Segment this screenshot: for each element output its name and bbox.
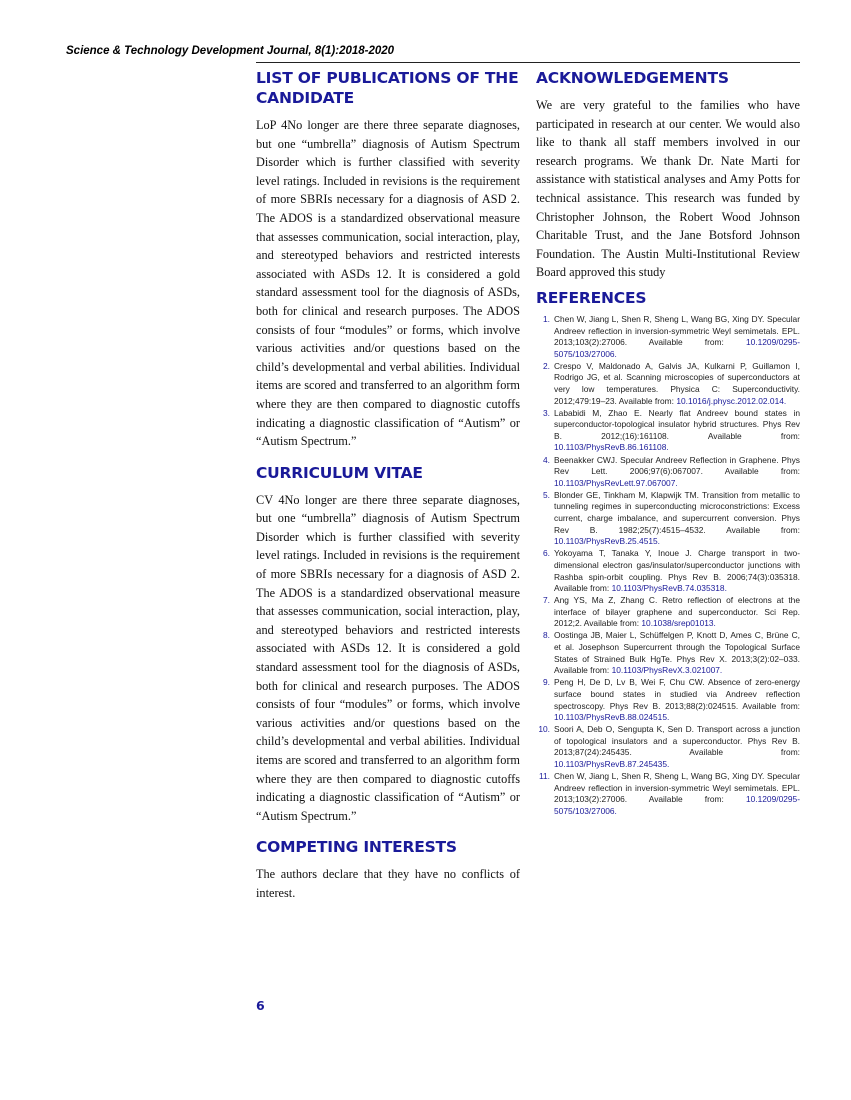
right-column	[536, 68, 800, 818]
reference-doi-link[interactable]: 10.1103/PhysRevX.3.021007.	[611, 665, 723, 676]
publications-heading: LIST OF PUBLICATIONS OF THE CANDIDATE	[256, 69, 519, 107]
page-number: 6	[256, 998, 265, 1013]
reference-number: 9.	[543, 677, 550, 688]
reference-item	[536, 548, 800, 594]
reference-text: Crespo V, Maldonado A, Galvis JA, Kulkarni P, Guillamon I, Rodrigo JG, et al. Scanning microscopies of superconductors at very low temperatures. Physica C: Superconductivity. 2012;479:19–23. Available from:	[554, 360, 800, 406]
reference-doi-link[interactable]: 10.1103/PhysRevB.88.024515.	[554, 712, 670, 723]
reference-item	[536, 490, 800, 548]
reference-item	[536, 677, 800, 723]
reference-item	[536, 724, 800, 770]
reference-number: 5.	[543, 489, 550, 500]
reference-item	[536, 595, 800, 630]
reference-item	[536, 630, 800, 676]
reference-number: 11.	[538, 771, 550, 782]
reference-text: Beenakker CWJ. Specular Andreev Reflection in Graphene. Phys Rev Lett. 2006;97(6):067007. Available from:	[554, 454, 800, 477]
competing-interests-body: The authors declare that they have no conflicts of interest.	[256, 867, 520, 900]
reference-doi-link[interactable]: 10.1103/PhysRevB.74.035318.	[611, 583, 727, 594]
reference-text: Yokoyama T, Tanaka Y, Inoue J. Charge transport in two-dimensional electron gas/insulator/superconductor junctions with Rashba spin-orbit coupling. Phys Rev B. 2006;74(3):035318. Available from:	[554, 548, 800, 594]
competing-interests-heading: COMPETING INTERESTS	[256, 838, 457, 857]
reference-number: 2.	[543, 360, 550, 371]
reference-text: Blonder GE, Tinkham M, Klapwijk TM. Transition from metallic to tunneling regimes in superconducting microconstrictions: Excess current, charge imbalance, and supercurrent conversion. Phys Rev B. 1982;25(7):4515–4532. Available from:	[554, 489, 800, 535]
journal-header: Science & Technology Development Journal, 8(1):2018-2020	[66, 45, 395, 57]
reference-number: 7.	[543, 595, 550, 606]
reference-doi-link[interactable]: 10.1209/0295-5075/103/27006.	[554, 337, 800, 359]
header-rule	[256, 62, 800, 63]
reference-text: Oostinga JB, Maier L, Schüffelgen P, Knott D, Ames C, Brüne C, et al. Josephson Supercurrent through the Topological Surface States of Strained Bulk HgTe. Phys Rev X. 2013;3(2):02–033. Available from:	[554, 630, 800, 676]
reference-number: 6.	[543, 548, 550, 559]
reference-number: 10.	[538, 724, 550, 735]
reference-number: 1.	[543, 313, 550, 324]
cv-body: CV 4No longer are there three separate diagnoses, but one “umbrella” diagnosis of Autism Spectrum Disorder which is further classified with severity level ratings. Included in revisions is the requirement of more SBRIs necessary for a diagnosis of ASD 2. The ADOS is a standardized observational measure that assesses communication, social interaction, play, and stereotyped behaviors and restricted interests associated with ASDs 12. It is considered a gold standard assessment tool for the diagnosis of ASDs, both for clinical and research purposes. The ADOS consists of four “modules” or forms, which involve various activities and/or questions based on the child’s developmental and verbal abilities. Individual items are scored and transferred to an algorithm form where they are then compared to diagnostic cutoffs indicating a diagnostic classification of “Autism” or “Autism Spectrum.”	[256, 492, 520, 823]
references-heading: REFERENCES	[536, 288, 647, 307]
acknowledgements-body: We are very grateful to the families who have participated in research at our center. We would also like to thank all staff members involved in our research programs. We thank Dr. Nate Marti for assistance with statistical analyses and Amy Potts for technical assistance. This research was funded by Christopher Johnson, the Robert Wood Johnson Charitable Trust, and the Jane Botsford Johnson Foundation. The Austin Multi-Institutional Review Board approved this study	[536, 98, 800, 280]
reference-doi-link[interactable]: 10.1103/PhysRevB.87.245435.	[554, 759, 670, 769]
reference-doi-link[interactable]: 10.1103/PhysRevLett.97.067007.	[554, 477, 678, 488]
reference-text: Chen W, Jiang L, Shen R, Sheng L, Wang BG, Xing DY. Specular Andreev reflection in inversion-symmetric Weyl semimetals. EPL. 2013;103(2):27006. Available from:	[554, 313, 800, 348]
reference-number: 8.	[543, 630, 550, 641]
cv-heading: CURRICULUM VITAE	[256, 463, 423, 482]
reference-text: Peng H, De D, Lv B, Wei F, Chu CW. Absence of zero-energy surface bound states in studied via Andreev reflection spectroscopy. Phys Rev B. 2013;88(2):024515. Available from:	[554, 677, 800, 711]
reference-text: Ang YS, Ma Z, Zhang C. Retro reflection of electrons at the interface of bilayer graphene and superconductor. Sci Rep. 2012;2. Available from:	[554, 595, 800, 629]
reference-number: 3.	[543, 407, 550, 418]
acknowledgements-heading: ACKNOWLEDGEMENTS	[536, 69, 729, 87]
reference-text: Chen W, Jiang L, Shen R, Sheng L, Wang BG, Xing DY. Specular Andreev reflection in inversion-symmetric Weyl semimetals. EPL. 2013;103(2):27006. Available from:	[554, 771, 800, 805]
reference-item	[536, 361, 800, 407]
reference-item	[536, 771, 800, 817]
reference-number: 4.	[543, 454, 550, 465]
reference-doi-link[interactable]: 10.1103/PhysRevB.86.161108.	[554, 442, 669, 453]
reference-doi-link[interactable]: 10.1016/j.physc.2012.02.014.	[676, 395, 787, 406]
reference-item	[536, 408, 800, 454]
reference-item	[536, 314, 800, 360]
reference-text: Soori A, Deb O, Sengupta K, Sen D. Transport across a junction of topological insulators and a superconductor. Phys Rev B. 2013;87(24):245435. Available from:	[554, 724, 800, 758]
publications-body: LoP 4No longer are there three separate diagnoses, but one “umbrella” diagnosis of Autism Spectrum Disorder which is further classified with severity level ratings. Included in revisions is the requirement of more SBRIs necessary for a diagnosis of ASD 2. The ADOS is a standardized observational measure that assesses communication, social interaction, play, and stereotyped behaviors and restricted interests associated with ASDs 12. It is considered a gold standard assessment tool for the diagnosis of ASDs, both for clinical and research purposes. The ADOS consists of four “modules” or forms, which involve various activities and/or questions based on the child’s developmental and verbal abilities. Individual items are scored and transferred to an algorithm form where they are then compared to diagnostic cutoffs indicating a diagnostic classification of “Autism” or “Autism Spectrum.”	[256, 118, 520, 449]
reference-list	[536, 314, 800, 818]
reference-text: Lababidi M, Zhao E. Nearly flat Andreev bound states in superconductor-topological insulator hybrid structures. Phys Rev B. 2012;(16):161108. Available from:	[554, 407, 800, 441]
reference-doi-link[interactable]: 10.1209/0295-5075/103/27006.	[554, 794, 800, 816]
left-column	[256, 68, 520, 915]
reference-doi-link[interactable]: 10.1103/PhysRevB.25.4515.	[554, 536, 661, 547]
reference-item	[536, 455, 800, 490]
reference-doi-link[interactable]: 10.1038/srep01013.	[641, 618, 716, 629]
